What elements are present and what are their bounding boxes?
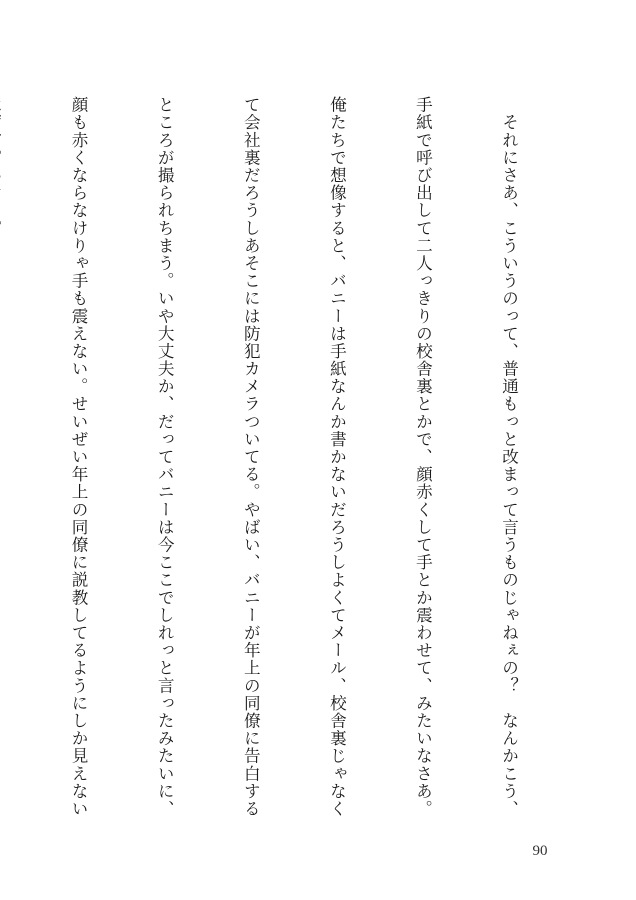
text-line: て会社裏だろうしあそこには防犯カメラついてる。やばい、バニーが年上の同僚に告白する [241, 96, 261, 818]
text-line: それにさあ、こういうのって、普通もっと改まって言うものじゃねぇの？ なんかこう、 [499, 96, 519, 818]
text-line: ところが撮られちまう。いや大丈夫か、だってバニーは今ここでしれっと言ったみたいに、 [155, 96, 175, 818]
text-line: 顔も赤くならなけりゃ手も震えない。せいぜい年上の同僚に説教してるようにしか見えない [69, 96, 89, 818]
text-line: 俺たちで想像すると、バニーは手紙なんか書かないだろうしよくてメール、校舎裏じゃなく [327, 96, 347, 818]
body-text [40, 96, 580, 832]
text-line: 手紙で呼び出して二人っきりの校舎裏とかで、顔赤くして手とか震わせて、みたいなさあ。 [413, 96, 433, 818]
text-line [0, 96, 6, 832]
page-number: 90 [532, 843, 548, 859]
